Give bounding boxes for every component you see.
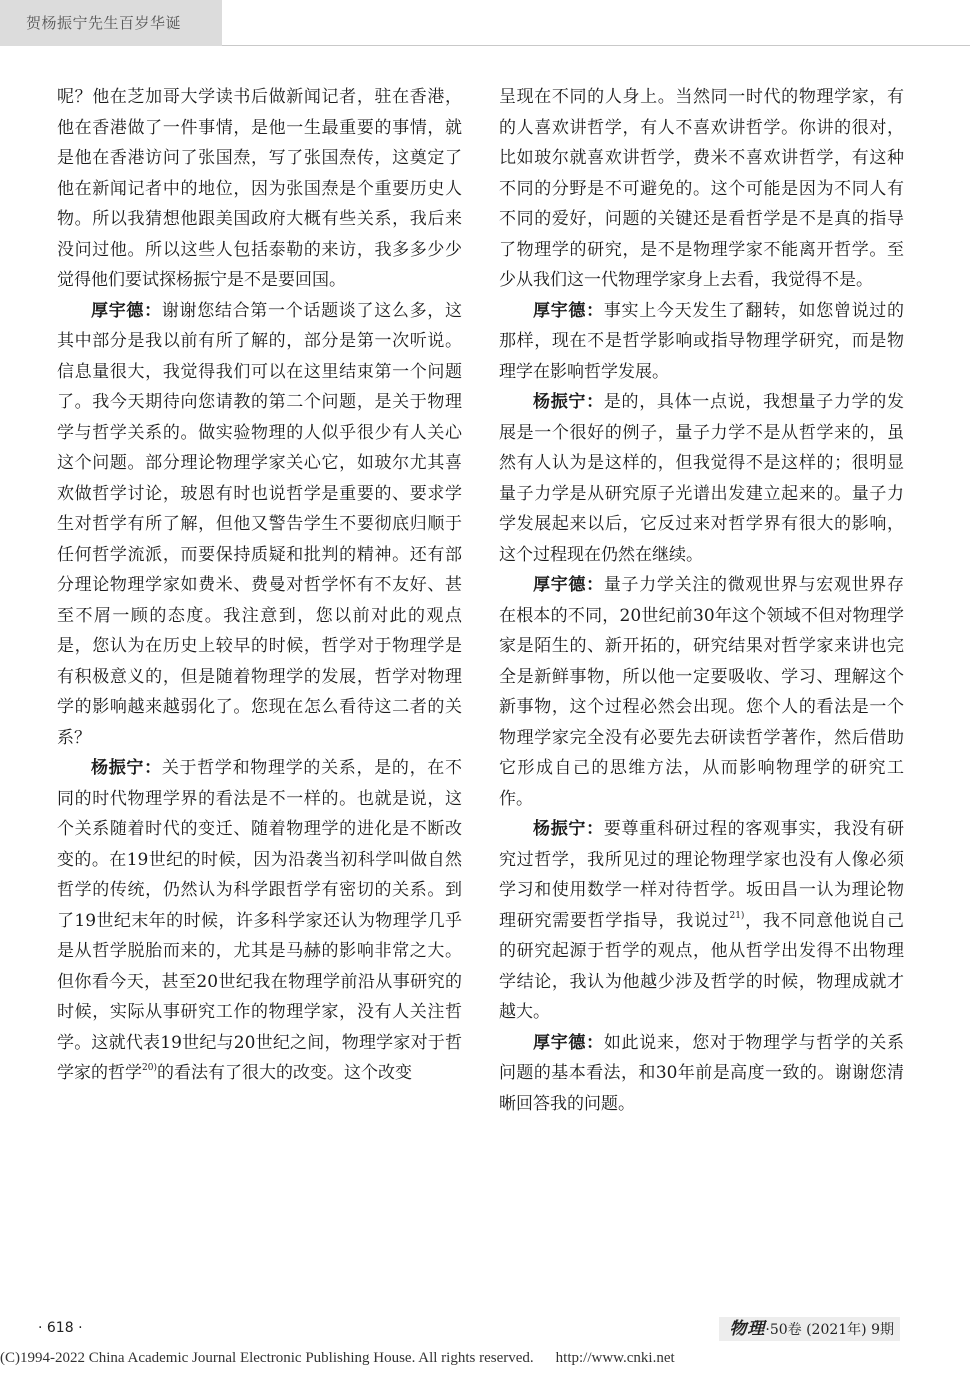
speaker-label: 厚宇德： bbox=[533, 575, 604, 595]
paragraph-text: 关于哲学和物理学的关系，是的，在不同的时代物理学界的看法是不一样的。也就是说，这个关系随着时代的变迁、随着物理学的进化是不断改变的。在19世纪的时候，因为沿袭当初科学叫做自然哲学的传统，仍然认为科学跟哲学有密切的关系。到了19世纪末年的时候，许多科学家还认为物理学几乎是从哲学脱胎而来的，尤其是马赫的影响非常之大。但你看今天，甚至20世纪我在物理学前沿从事研究的时候，实际从事研究工作的物理学家，没有人关注哲学。这就代表19世纪与20世纪之间，物理学家对于哲学家的哲学 bbox=[57, 758, 463, 1083]
paragraph-text: 量子力学关注的微观世界与宏观世界存在根本的不同，20世纪前30年这个领域不但对物理学家是陌生的、新开拓的，研究结果对哲学家来讲也完全是新鲜事物，所以他一定要吸收、学习、理解这个新事物，这个过程必然会出现。您个人的看法是一个物理学家完全没有必要先去研读哲学著作，然后借助它形成自己的思维方法，从而影响物理学的研究工作。 bbox=[499, 575, 905, 809]
paragraph bbox=[499, 82, 904, 296]
journal-logo: 物理 bbox=[729, 1319, 766, 1339]
section-title: 贺杨振宁先生百岁华诞 bbox=[26, 14, 182, 32]
paragraph bbox=[57, 753, 462, 1089]
page-number: · 618 · bbox=[38, 1320, 83, 1336]
footnote-ref: 21) bbox=[729, 910, 745, 921]
cnki-link[interactable]: http://www.cnki.net bbox=[555, 1350, 675, 1366]
paragraph bbox=[499, 570, 904, 814]
left-column bbox=[57, 82, 462, 1089]
journal-footer bbox=[719, 1317, 900, 1341]
speaker-label: 杨振宁： bbox=[91, 758, 162, 778]
paragraph-text: 呢？他在芝加哥大学读书后做新闻记者，驻在香港，他在香港做了一件事情，是他一生最重要的事情，就是他在香港访问了张国焘，写了张国焘传，这奠定了他在新闻记者中的地位，因为张国焘是个重要历史人物。所以我猜想他跟美国政府大概有些关系，我后来没问过他。所以这些人包括泰勒的来访，我多多少少觉得他们要试探杨振宁是不是要回国。 bbox=[57, 87, 462, 290]
speaker-label: 杨振宁： bbox=[533, 819, 604, 839]
paragraph-text: 是的，具体一点说，我想量子力学的发展是一个很好的例子，量子力学不是从哲学来的，虽然有人认为是这样的，但我觉得不是这样的；很明显量子力学是从研究原子光谱出发建立起来的。量子力学发展起来以后，它反过来对哲学界有很大的影响，这个过程现在仍然在继续。 bbox=[499, 392, 905, 565]
paragraph bbox=[57, 82, 462, 296]
copyright-line bbox=[0, 1350, 970, 1367]
header-divider bbox=[222, 45, 970, 46]
speaker-label: 厚宇德： bbox=[91, 300, 162, 321]
paragraph-text: 要尊重科研过程的客观事实，我没有研究过哲学，我所见过的理论物理学家也没有人像必须学习和使用数学一样对待哲学。坂田昌一认为理论物理研究需要哲学指导，我说过 bbox=[499, 819, 905, 931]
paragraph bbox=[499, 1028, 904, 1120]
speaker-label: 厚宇德： bbox=[533, 300, 604, 321]
paragraph bbox=[499, 296, 904, 388]
journal-issue: ·50卷 (2021年) 9期 bbox=[765, 1322, 894, 1338]
paragraph-text: 如此说来，您对于物理学与哲学的关系问题的基本看法，和30年前是高度一致的。谢谢您清晰回答我的问题。 bbox=[499, 1032, 905, 1114]
right-column bbox=[499, 82, 904, 1119]
section-header bbox=[0, 0, 222, 46]
paragraph bbox=[499, 387, 904, 570]
paragraph-text-tail: ，我不同意他说自己的研究起源于哲学的观点，他从哲学出发得不出物理学结论，我认为他越少涉及哲学的时候，物理成就才越大。 bbox=[499, 910, 905, 1022]
speaker-label: 杨振宁： bbox=[533, 392, 604, 412]
speaker-label: 厚宇德： bbox=[533, 1032, 604, 1053]
paragraph-text-tail: 的看法有了很大的改变。这个改变 bbox=[156, 1063, 412, 1083]
footnote-ref: 20) bbox=[142, 1063, 157, 1073]
paragraph bbox=[57, 296, 462, 754]
paragraph-text: 谢谢您结合第一个话题谈了这么多，这其中部分是我以前有所了解的，部分是第一次听说。信息量很大，我觉得我们可以在这里结束第一个问题了。我今天期待向您请教的第二个问题，是关于物理学与哲学关系的。做实验物理的人似乎很少有人关心这个问题。部分理论物理学家关心它，如玻尔尤其喜欢做哲学讨论，玻恩有时也说哲学是重要的、要求学生对哲学有所了解，但他又警告学生不要彻底归顺于任何哲学流派，而要保持质疑和批判的精神。还有部分理论物理学家如费米、费曼对哲学怀有不友好、甚至不屑一顾的态度。我注意到，您以前对此的观点是，您认为在历史上较早的时候，哲学对于物理学是有积极意义的，但是随着物理学的发展，哲学对物理学的影响越来越弱化了。您现在怎么看待这二者的关系？ bbox=[57, 300, 463, 748]
paragraph-text: 事实上今天发生了翻转，如您曾说过的那样，现在不是哲学影响或指导物理学研究，而是物理学在影响哲学发展。 bbox=[499, 300, 905, 382]
copyright-text: (C)1994-2022 China Academic Journal Electronic Publishing House. All rights reserved. bbox=[0, 1350, 534, 1366]
paragraph bbox=[499, 814, 904, 1028]
paragraph-text: 呈现在不同的人身上。当然同一时代的物理学家，有的人喜欢讲哲学，有人不喜欢讲哲学。你讲的很对，比如玻尔就喜欢讲哲学，费米不喜欢讲哲学，有这种不同的分野是不可避免的。这个可能是因为不同人有不同的爱好，问题的关键还是看哲学是不是真的指导了物理学的研究，是不是物理学家不能离开哲学。至少从我们这一代物理学家身上去看，我觉得不是。 bbox=[499, 87, 904, 290]
